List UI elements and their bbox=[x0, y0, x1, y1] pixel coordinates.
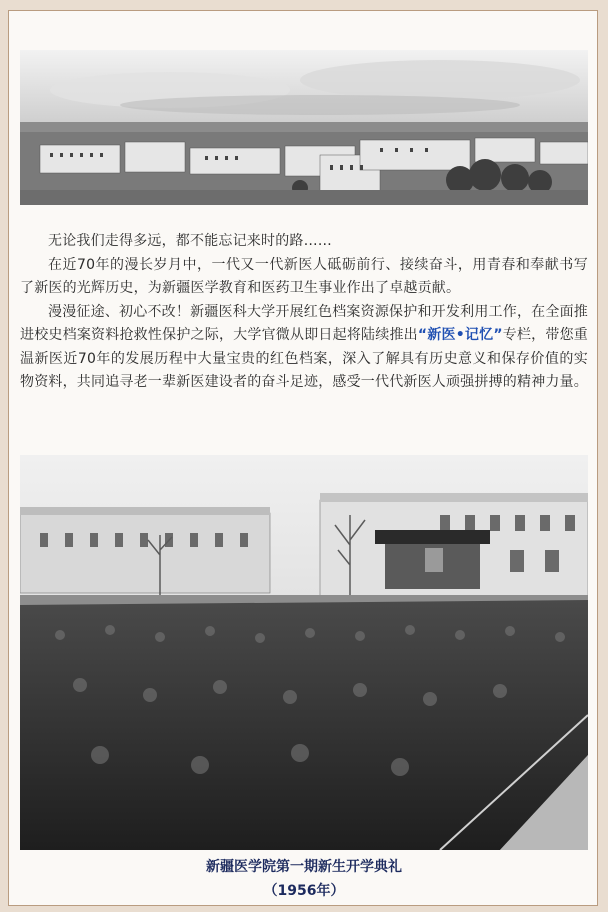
paragraph-column-intro-b: 专栏，带您重温新医近70年的发展历程中大量宝贵的红色档案，深入了解具有历史意义和保存价值的实物资料，共同追寻老一辈新医建设者的奋斗足迹，感受一代代新医人顽强拼搏的精神力量。 bbox=[20, 327, 588, 390]
paragraph-column-intro-a: 漫漫征途、初心不改！新疆医科大学开展红色档案资源保护和开发利用工作，在全面推进校史档案资料抢救性保护之际，大学官微从即日起将陆续推出 bbox=[20, 303, 588, 343]
campus-panorama-photo bbox=[20, 50, 588, 205]
photo-caption-year: （1956年） bbox=[263, 883, 345, 899]
paragraph-history: 在近70年的漫长岁月中，一代又一代新医人砥砺前行、接续奋斗，用青春和奉献书写了新医的光辉历史，为新疆医学教育和医药卫生事业作出了卓越贡献。 bbox=[20, 256, 588, 296]
photo-caption-title: 新疆医学院第一期新生开学典礼 bbox=[206, 859, 402, 875]
opening-ceremony-photo bbox=[20, 455, 588, 850]
article-body bbox=[20, 230, 588, 395]
column-name-highlight: “新医•记忆” bbox=[417, 327, 503, 343]
paragraph-intro: 无论我们走得多远，都不能忘记来时的路…… bbox=[48, 233, 332, 249]
paragraph-column-intro bbox=[20, 301, 588, 395]
